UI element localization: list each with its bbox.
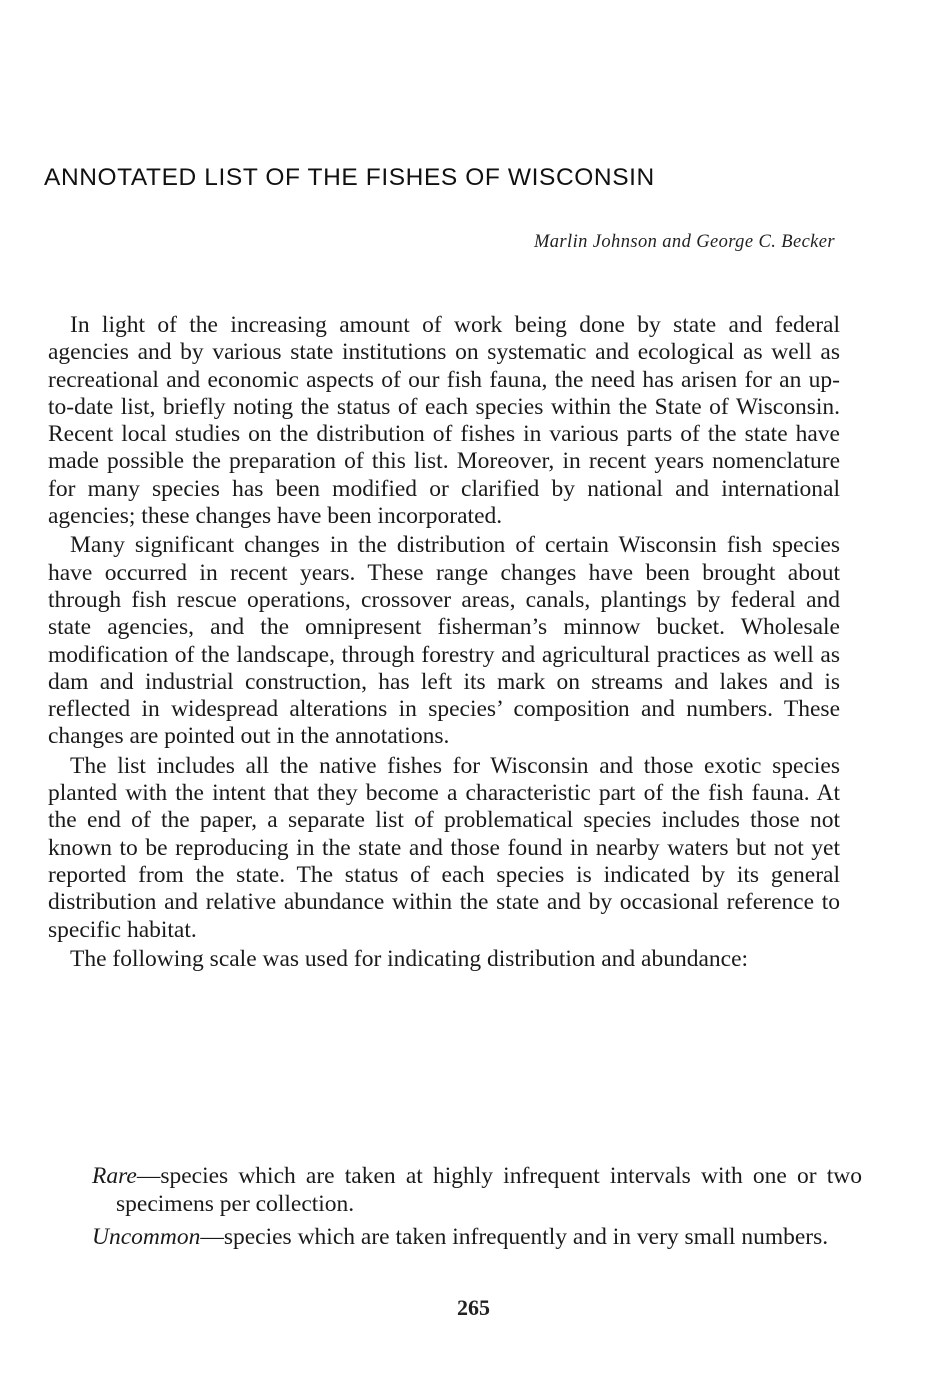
abundance-scale-list bbox=[92, 1163, 862, 1258]
article-body bbox=[48, 312, 840, 975]
author-byline: Marlin Johnson and George C. Becker bbox=[533, 232, 835, 252]
scale-term: Rare bbox=[92, 1163, 137, 1189]
body-paragraph-3: The list includes all the native fishes for Wisconsin and those exotic species planted with the intent that they become a characteristic part of the fish fauna. At the end of the paper, a separate list of problematical species includes those not known to be reproducing in the state and those found in nearby waters but not yet reported from the state. The status of each species is indicated by its general distribution and relative abundance within the state and by occasional reference to specific habitat. bbox=[48, 752, 840, 943]
body-paragraph-4: The following scale was used for indicating distribution and abundance: bbox=[70, 945, 749, 972]
body-paragraph-1: In light of the increasing amount of work being done by state and federal agencies and by various state institutions on systematic and ecological as well as recreational and economic aspects of our fish fauna, the need has arisen for an up-to-date list, briefly noting the status of each species within the State of Wisconsin. Recent local studies on the distribution of fishes in various parts of the state have made possible the preparation of this list. Moreover, in recent years nomenclature for many species has been modified or clarified by national and international agencies; these changes have been incorporated. bbox=[48, 312, 840, 530]
scale-term: Uncommon bbox=[92, 1224, 201, 1250]
body-paragraph-2: Many significant changes in the distribution of certain Wisconsin fish species have occurred in recent years. These range changes have been brought about through fish rescue operations, crossover areas, canals, plantings by federal and state agencies, and the omnipresent fisherman’s minnow bucket. Wholesale modification of the landscape, through forestry and agricultural practices as well as dam and industrial construction, has left its mark on streams and lakes and is reflected in widespread alterations in species’ composition and numbers. These changes are pointed out in the annotations. bbox=[48, 532, 840, 750]
scale-definition: —species which are taken at highly infrequent intervals with one or two specimens per collection. bbox=[116, 1163, 862, 1217]
page-number: 265 bbox=[457, 1295, 490, 1320]
article-title: ANNOTATED LIST OF THE FISHES OF WISCONSIN bbox=[44, 164, 655, 192]
scale-item-uncommon bbox=[92, 1224, 862, 1252]
scale-definition: —species which are taken infrequently and in very small numbers. bbox=[200, 1224, 829, 1250]
scale-item-rare bbox=[92, 1163, 862, 1218]
